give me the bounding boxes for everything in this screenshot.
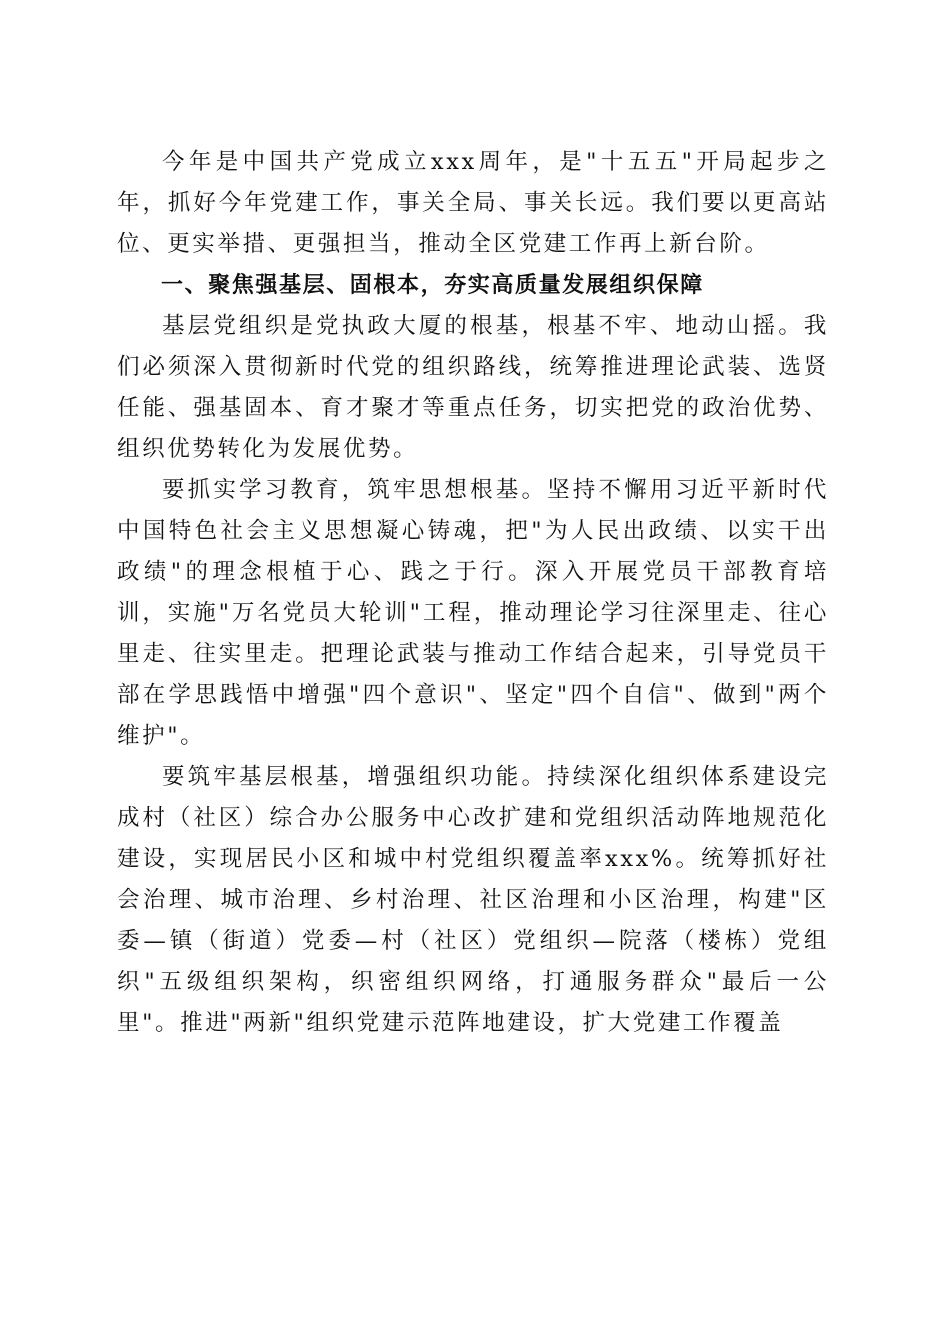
study-education-paragraph: 要抓实学习教育，筑牢思想根基。坚持不懈用习近平新时代中国特色社会主义思想凝心铸魂，把"为人民出政绩、以实干出政绩"的理念根植于心、践之于行。深入开展党员干部教育培训，实施"万名党员大轮训"工程，推动理论学习往深里走、往心里走、往实里走。把理论武装与推动工作结合起来，引导党员干部在学思践悟中增强"四个意识"、坚定"四个自信"、做到"两个维护"。 <box>117 477 829 749</box>
section-heading: 一、聚焦强基层、固根本，夯实高质量发展组织保障 <box>161 273 704 298</box>
section-intro-paragraph: 基层党组织是党执政大厦的根基，根基不牢、地动山摇。我们必须深入贯彻新时代党的组织路线，统筹推进理论武装、选贤任能、强基固本、育才聚才等重点任务，切实把党的政治优势、组织优势转化为发展优势。 <box>117 313 829 462</box>
grassroots-foundation-paragraph: 要筑牢基层根基，增强组织功能。持续深化组织体系建设完成村（社区）综合办公服务中心改扩建和党组织活动阵地规范化建设，实现居民小区和城中村党组织覆盖率xxx%。统筹抓好社会治理、城市治理、乡村治理、社区治理和小区治理，构建"区委—镇（街道）党委—村（社区）党组织—院落（楼栋）党组织"五级组织架构，织密组织网络，打通服务群众"最后一公里"。推进"两新"组织党建示范阵地建设，扩大党建工作覆盖 <box>117 764 829 1036</box>
document-body <box>117 142 829 1044</box>
intro-paragraph: 今年是中国共产党成立xxx周年，是"十五五"开局起步之年，抓好今年党建工作，事关全局、事关长远。我们要以更高站位、更实举措、更强担当，推动全区党建工作再上新台阶。 <box>117 149 829 257</box>
